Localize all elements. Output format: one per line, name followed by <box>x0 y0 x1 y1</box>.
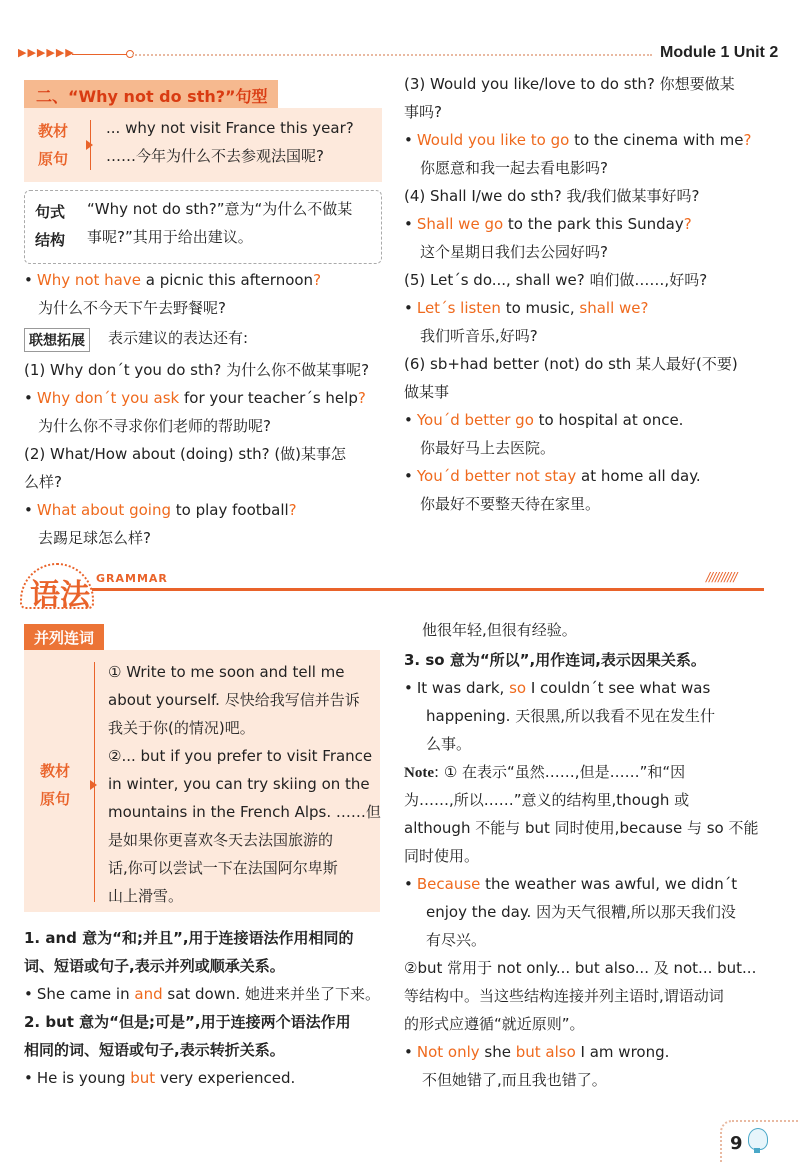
item-5-example: • Let´s listen to music, shall we? <box>404 299 649 317</box>
balloon-basket-icon <box>754 1148 760 1153</box>
left-column-examples <box>24 266 384 556</box>
conjunction-example-box <box>24 650 380 912</box>
item-5-zh: 我们听音乐,好吗? <box>420 327 538 345</box>
page-number: 9 <box>730 1133 743 1154</box>
pointer-triangle <box>90 780 97 790</box>
right-bottom-text <box>404 616 784 1096</box>
unit-title: Module 1 Unit 2 <box>660 44 779 61</box>
example-line: in winter, you can try skiing on the <box>108 775 370 793</box>
item-4: (4) Shall I/we do sth? 我/我们做某事好吗? <box>404 187 700 205</box>
grammar-title: 语法 <box>30 578 90 613</box>
pattern-label: 句式 <box>35 203 66 221</box>
right-column-items <box>404 70 784 530</box>
assoc-label: 联想拓展 <box>24 328 90 352</box>
item-4-zh: 这个星期日我们去公园好吗? <box>420 243 608 261</box>
header-dotted-line <box>132 54 652 56</box>
item-2-example: • What about going to play football? <box>24 501 297 519</box>
but-example: • He is young but very experienced. <box>24 1069 296 1087</box>
item-2-line-2: 么样? <box>24 473 62 491</box>
textbook-label-2: 原句 <box>40 790 71 808</box>
note-1: Note: ① 在表示“虽然……,但是……”和“因 <box>404 763 686 781</box>
example-line: 山上滑雪。 <box>108 887 184 905</box>
example-en: ... why not visit France this year? <box>106 119 354 137</box>
because-example: • Because the weather was awful, we didn´t <box>404 875 738 893</box>
but-rule-1: 2. but 意为“但是;可是”,用于连接两个语法作用 <box>24 1013 351 1031</box>
example-line: about yourself. 尽快给我写信并告诉 <box>108 691 360 709</box>
example-line: ① Write to me soon and tell me <box>108 663 345 681</box>
item-6-example-1: • You´d better go to hospital at once. <box>404 411 684 429</box>
item-6-line-1: (6) sb+had better (not) do sth 某人最好(不要) <box>404 355 738 373</box>
item-6-zh-1: 你最好马上去医院。 <box>420 439 556 457</box>
so-example-2: happening. 天很黑,所以我看不见在发生什 <box>426 707 715 725</box>
item-3-zh: 你愿意和我一起去看电影吗? <box>420 159 608 177</box>
example-line: mountains in the French Alps. ……但 <box>108 803 381 821</box>
textbook-label: 教材 <box>38 122 69 140</box>
header-arrows: ▶▶▶▶▶▶ <box>18 46 75 59</box>
grammar-rule <box>92 588 764 591</box>
item-5: (5) Let´s do..., shall we? 咱们做……,好吗? <box>404 271 708 289</box>
textbook-label: 教材 <box>40 762 71 780</box>
example-line: ②... but if you prefer to visit France <box>108 747 373 765</box>
example-line: 我关于你(的情况)吧。 <box>108 719 255 737</box>
pattern-line-1: “Why not do sth?”意为“为什么不做某 <box>87 200 353 218</box>
item-6-example-2: • You´d better not stay at home all day. <box>404 467 701 485</box>
grammar-title-en: GRAMMAR <box>96 572 168 585</box>
so-rule: 3. so 意为“所以”,用作连词,表示因果关系。 <box>404 651 706 669</box>
section-title: 二、“Why not do sth?”句型 <box>24 80 278 113</box>
pointer-triangle <box>86 140 93 150</box>
pattern-label-2: 结构 <box>35 231 66 249</box>
item-1-example: • Why don´t you ask for your teacher´s help? <box>24 389 366 407</box>
note-1-line-4: 同时使用。 <box>404 847 480 865</box>
pattern-line-2: 事呢?”其用于给出建议。 <box>87 228 253 246</box>
conjunction-tab: 并列连词 <box>24 624 104 653</box>
because-example-3: 有尽兴。 <box>426 931 487 949</box>
grammar-slashes: ////////// <box>706 570 737 584</box>
textbook-label-2: 原句 <box>38 150 69 168</box>
note-2-line-3: 的形式应遵循“就近原则”。 <box>404 1015 585 1033</box>
item-4-example: • Shall we go to the park this Sunday? <box>404 215 692 233</box>
item-6-line-2: 做某事 <box>404 383 450 401</box>
so-example-3: 么事。 <box>426 735 472 753</box>
left-bottom-text <box>24 924 388 1094</box>
item-6-zh-2: 你最好不要整天待在家里。 <box>420 495 601 513</box>
so-example: • It was dark, so I couldn´t see what was <box>404 679 711 697</box>
but-rule-2: 相同的词、短语或句子,表示转折关系。 <box>24 1041 285 1059</box>
balloon-icon <box>748 1128 768 1150</box>
example-line: 话,你可以尝试一下在法国阿尔卑斯 <box>108 859 338 877</box>
note-2-line-2: 等结构中。当这些结构连接并列主语时,谓语动词 <box>404 987 724 1005</box>
assoc-text: 表示建议的表达还有: <box>108 329 249 347</box>
and-rule-2: 词、短语或句子,表示并列或顺承关系。 <box>24 957 285 975</box>
textbook-example-box <box>24 108 382 182</box>
item-3-example: • Would you like to go to the cinema with me? <box>404 131 752 149</box>
example-line: 是如果你更喜欢冬天去法国旅游的 <box>108 831 334 849</box>
and-rule-1: 1. and 意为“和;并且”,用于连接语法作用相同的 <box>24 929 354 947</box>
header-rule <box>72 54 128 55</box>
notonly-example: • Not only she but also I am wrong. <box>404 1043 670 1061</box>
example-line: • Why not have a picnic this afternoon? <box>24 271 322 289</box>
and-example: • She came in and sat down. 她进来并坐了下来。 <box>24 985 381 1003</box>
notonly-zh: 不但她错了,而且我也错了。 <box>422 1071 607 1089</box>
item-1: (1) Why don´t you do sth? 为什么你不做某事呢? <box>24 361 370 379</box>
note-1-line-2: 为……,所以……”意义的结构里,though 或 <box>404 791 690 809</box>
note-2: ②but 常用于 not only... but also... 及 not... but... <box>404 959 757 977</box>
example-zh: ……今年为什么不去参观法国呢? <box>106 147 324 165</box>
because-example-2: enjoy the day. 因为天气很糟,所以那天我们没 <box>426 903 736 921</box>
example-zh-line: 为什么不今天下午去野餐呢? <box>38 299 226 317</box>
pattern-box <box>24 190 382 264</box>
note-1-line-3: although 不能与 but 同时使用,because 与 so 不能 <box>404 819 759 837</box>
item-1-zh: 为什么你不寻求你们老师的帮助呢? <box>38 417 271 435</box>
item-2-zh: 去踢足球怎么样? <box>38 529 151 547</box>
item-3-line-2: 事吗? <box>404 103 442 121</box>
item-2-line-1: (2) What/How about (doing) sth? (做)某事怎 <box>24 445 347 463</box>
but-zh: 他很年轻,但很有经验。 <box>422 621 577 639</box>
item-3-line-1: (3) Would you like/love to do sth? 你想要做某 <box>404 75 735 93</box>
